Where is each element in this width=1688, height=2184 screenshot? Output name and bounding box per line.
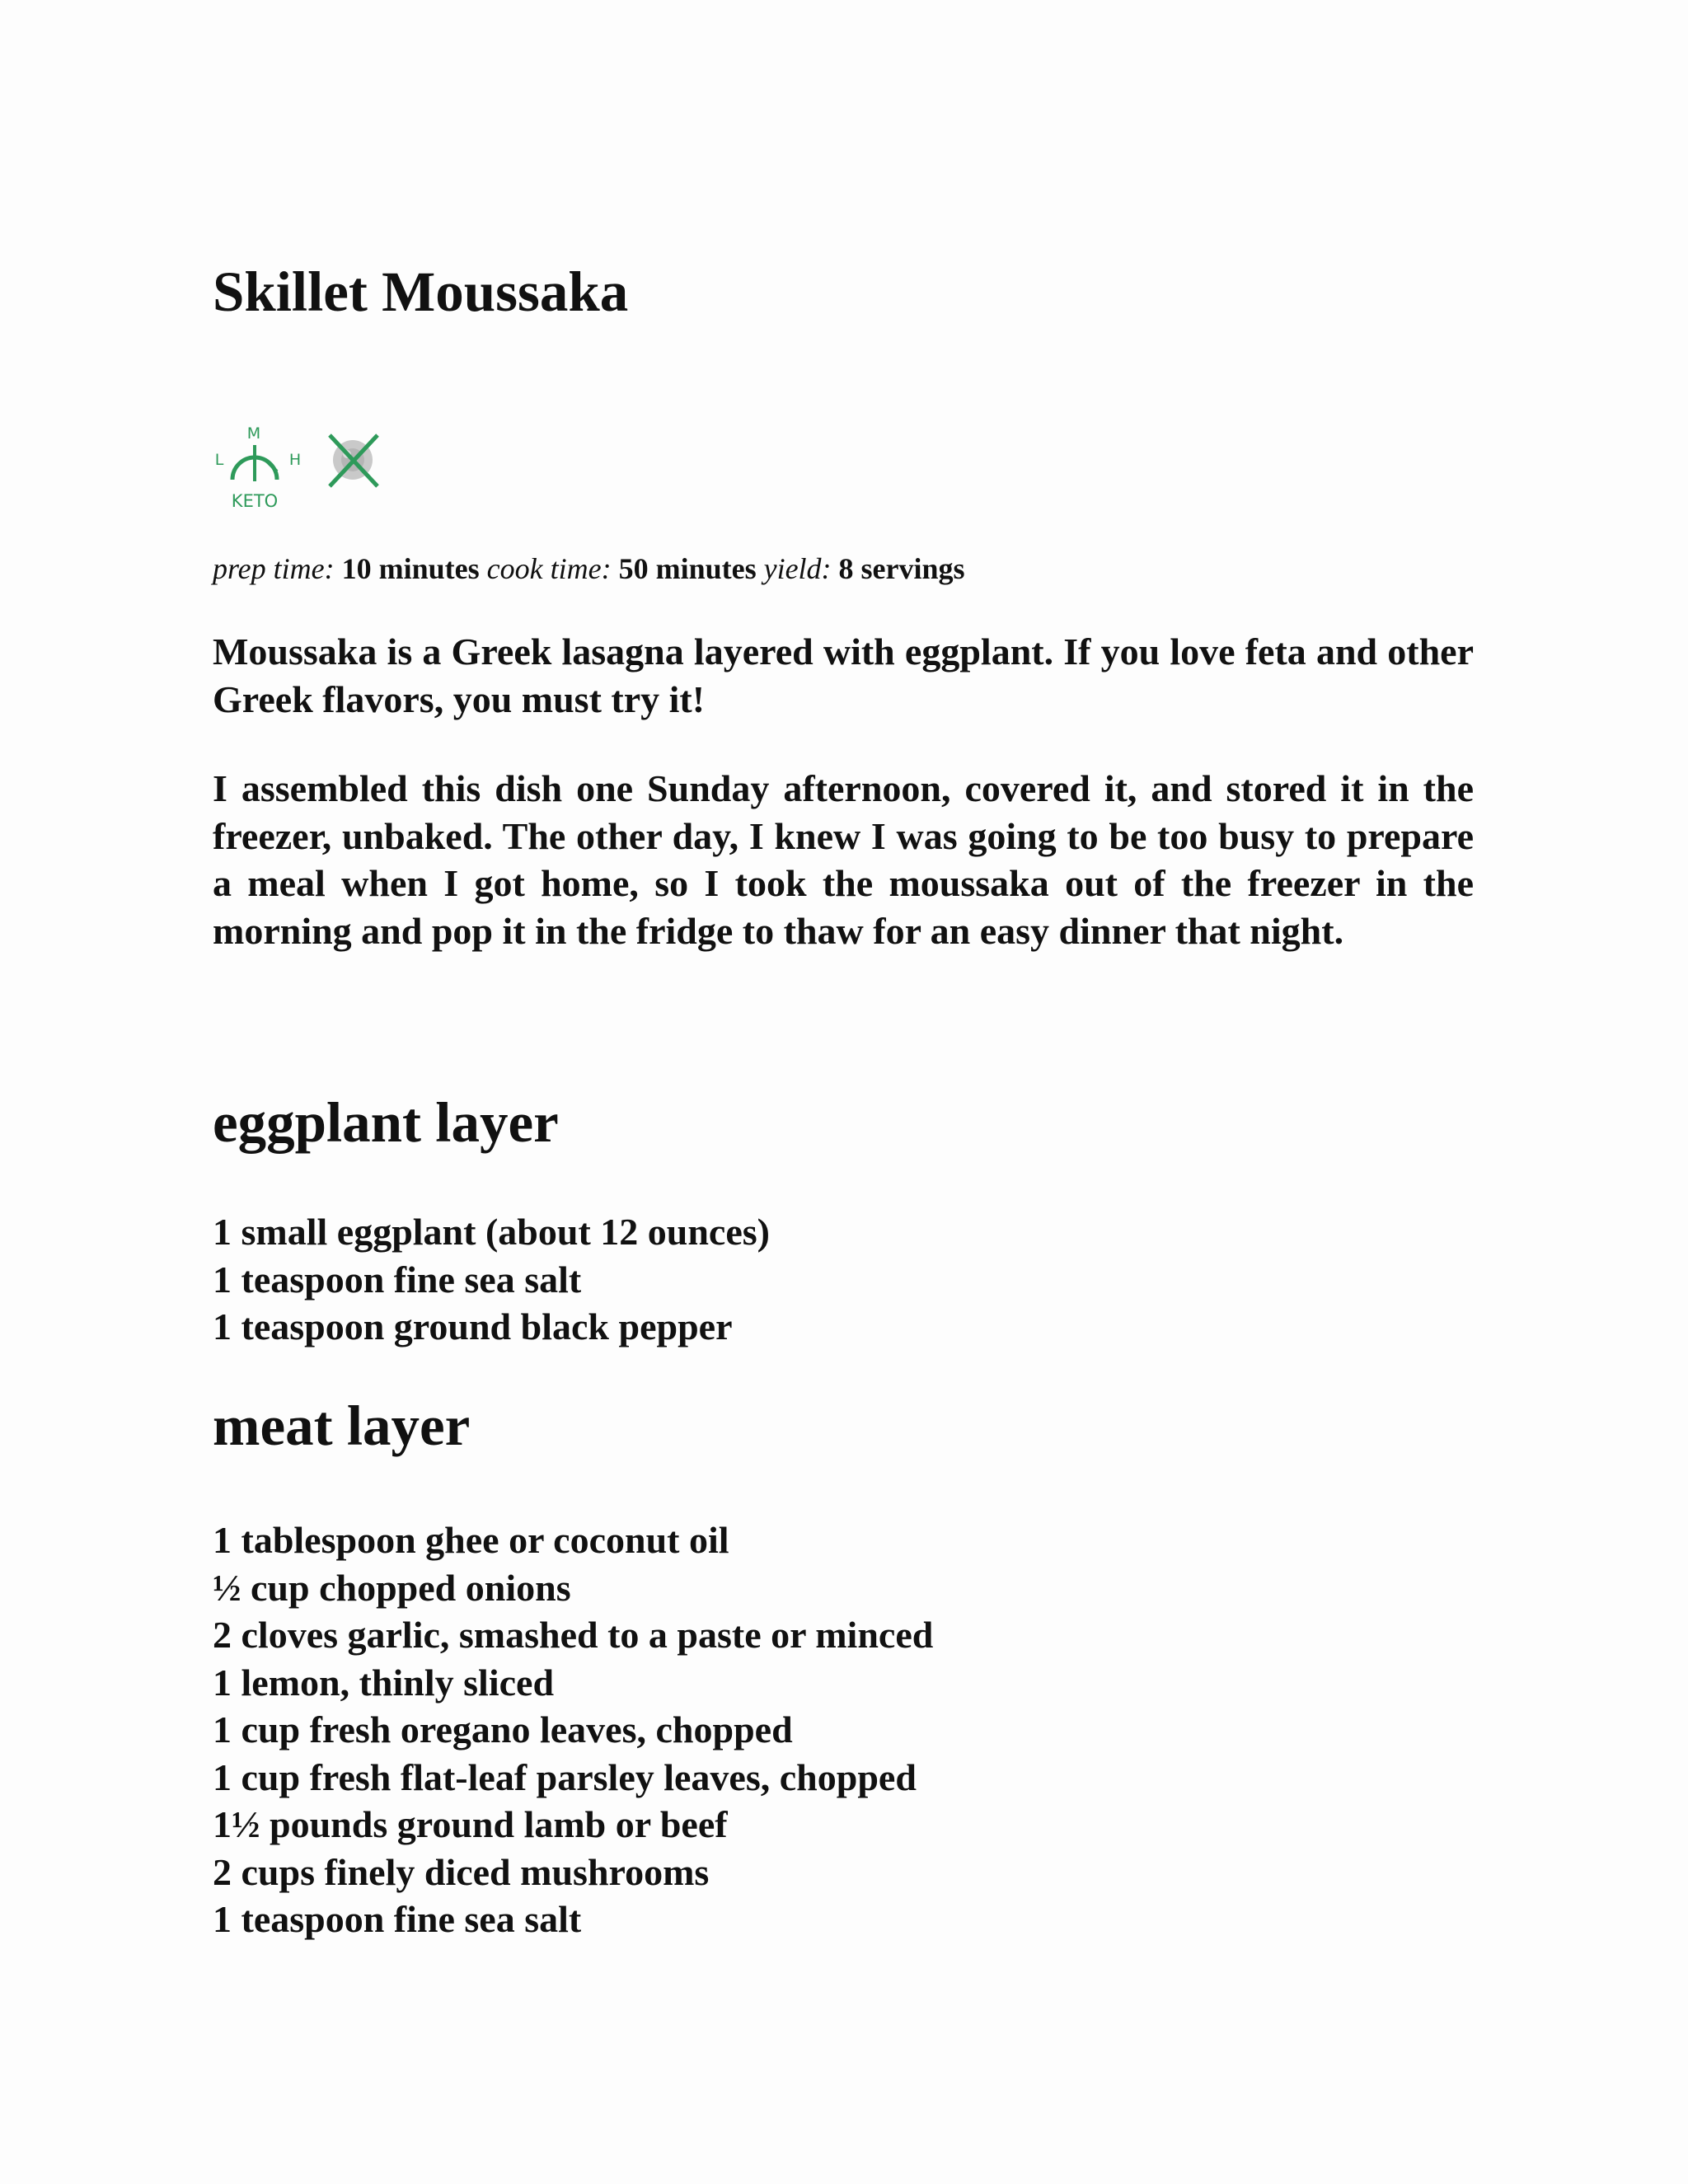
cook-time-label: cook time: — [486, 552, 612, 585]
prep-time-label: prep time: — [213, 552, 335, 585]
ingredient-item: 1 lemon, thinly sliced — [213, 1661, 555, 1704]
intro-paragraph: I assembled this dish one Sunday afternoon, covered it, and stored it in the freezer, unbaked. The other day, I knew I was going to be too busy to prepare a meal when I got home, so I took the moussaka out of the freezer in the morning and pop it in the fridge to thaw for an easy dinner that night. — [213, 767, 1474, 952]
ingredient-item: 2 cups finely diced mushrooms — [213, 1850, 710, 1893]
intro-paragraph: Moussaka is a Greek lasagna layered with eggplant. If you love feta and other Greek flavors, you must try it! — [213, 630, 1474, 720]
keto-meter-icon — [213, 420, 312, 516]
keto-low-mark: L — [214, 451, 224, 469]
ingredient-item: 1 cup fresh oregano leaves, chopped — [213, 1708, 793, 1750]
ingredient-item: 1 cup fresh flat-leaf parsley leaves, chopped — [213, 1755, 917, 1798]
ingredient-item: 1 teaspoon fine sea salt — [213, 1898, 582, 1940]
ingredient-item: 1 small eggplant (about 12 ounces) — [213, 1211, 770, 1253]
ingredient-item: 1 teaspoon ground black pepper — [213, 1305, 733, 1347]
keto-high-mark: H — [288, 451, 302, 469]
ingredient-list-eggplant-layer — [213, 1208, 770, 1351]
ingredient-item: 1 tablespoon ghee or coconut oil — [213, 1519, 729, 1561]
keto-label: KETO — [231, 491, 279, 511]
ingredient-item: 2 cloves garlic, smashed to a paste or minced — [213, 1614, 934, 1656]
keto-medium-mark: M — [246, 424, 261, 443]
ingredient-list-meat-layer — [213, 1516, 933, 1943]
diet-badges — [213, 420, 410, 516]
no-dairy-icon — [320, 427, 386, 493]
ingredient-item: 1 teaspoon fine sea salt — [213, 1258, 582, 1301]
ingredient-item: 1½ pounds ground lamb or beef — [213, 1803, 728, 1845]
yield-label: yield: — [763, 552, 832, 585]
recipe-title: Skillet Moussaka — [213, 260, 629, 323]
recipe-meta — [213, 551, 965, 587]
ingredient-item: ½ cup chopped onions — [213, 1566, 571, 1609]
section-heading-meat-layer: meat layer — [213, 1394, 471, 1457]
cook-time-value: 50 minutes — [618, 552, 757, 585]
yield-value: 8 servings — [838, 552, 965, 585]
prep-time-value: 10 minutes — [341, 552, 480, 585]
section-heading-eggplant-layer: eggplant layer — [213, 1091, 559, 1154]
